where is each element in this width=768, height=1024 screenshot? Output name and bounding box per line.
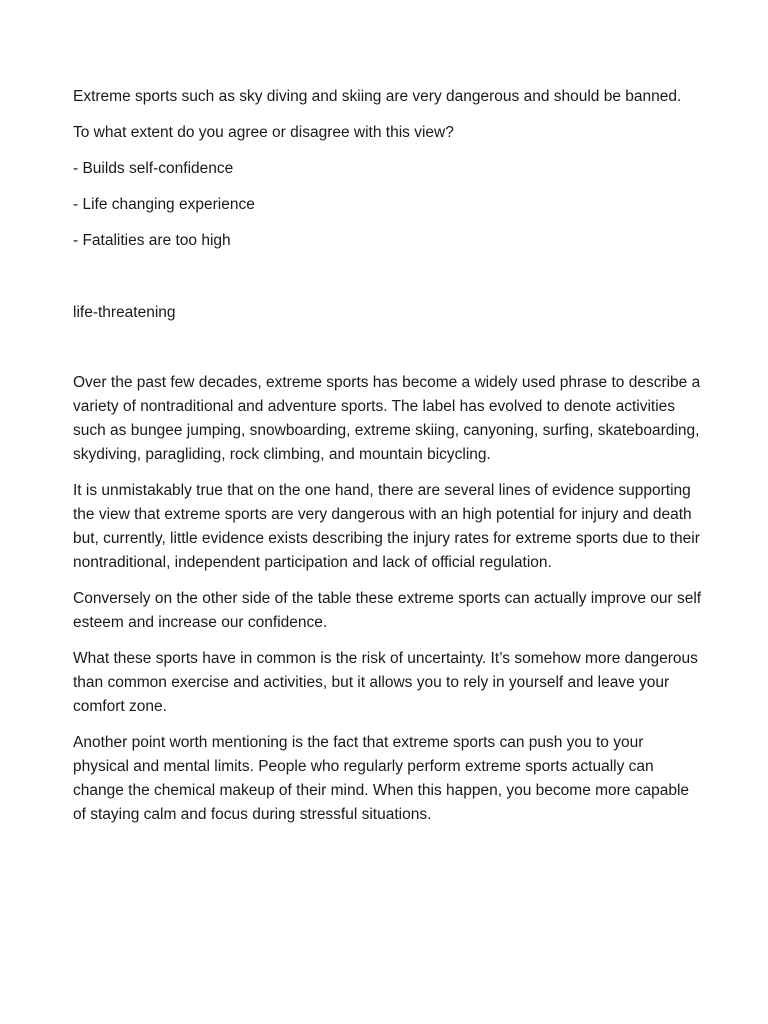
spacer <box>73 337 703 371</box>
essay-paragraph: Another point worth mentioning is the fact that extreme sports can push you to your physical and mental limits. People who regularly perform extreme sports actually can change the chemical makeup of their mind. When this happen, you become more capable of staying calm and focus during stressful situations. <box>73 734 690 823</box>
essay-paragraph: Over the past few decades, extreme sports has become a widely used phrase to describe a variety of nontraditional and adventure sports. The label has evolved to denote activities such as bungee jumping, snowboarding, extreme skiing, canyoning, surfing, skateboarding, skydiving, paragliding, rock climbing, and mountain bicycling. <box>73 374 701 463</box>
essay-paragraph: What these sports have in common is the risk of uncertainty. It’s somehow more dangerous than common exercise and activities, but it allows you to rely in yourself and leave your comfort zone. <box>73 650 698 715</box>
essay-question: To what extent do you agree or disagree with this view? <box>73 124 454 141</box>
bullet-item: - Life changing experience <box>73 196 255 213</box>
bullet-item: - Fatalities are too high <box>73 232 231 249</box>
essay-paragraph: Conversely on the other side of the table these extreme sports can actually improve our self esteem and increase our confidence. <box>73 590 702 631</box>
bullet-item: - Builds self-confidence <box>73 160 234 177</box>
essay-prompt: Extreme sports such as sky diving and skiing are very dangerous and should be banned. <box>73 88 682 105</box>
keyword-note: life-threatening <box>73 304 176 321</box>
essay-paragraph: It is unmistakably true that on the one hand, there are several lines of evidence supporting the view that extreme sports are very dangerous with an high potential for injury and death but, currently, little evidence exists describing the injury rates for extreme sports due to their nontraditional, independent participation and lack of official regulation. <box>73 482 700 571</box>
spacer <box>73 265 703 301</box>
document-page <box>73 85 703 839</box>
